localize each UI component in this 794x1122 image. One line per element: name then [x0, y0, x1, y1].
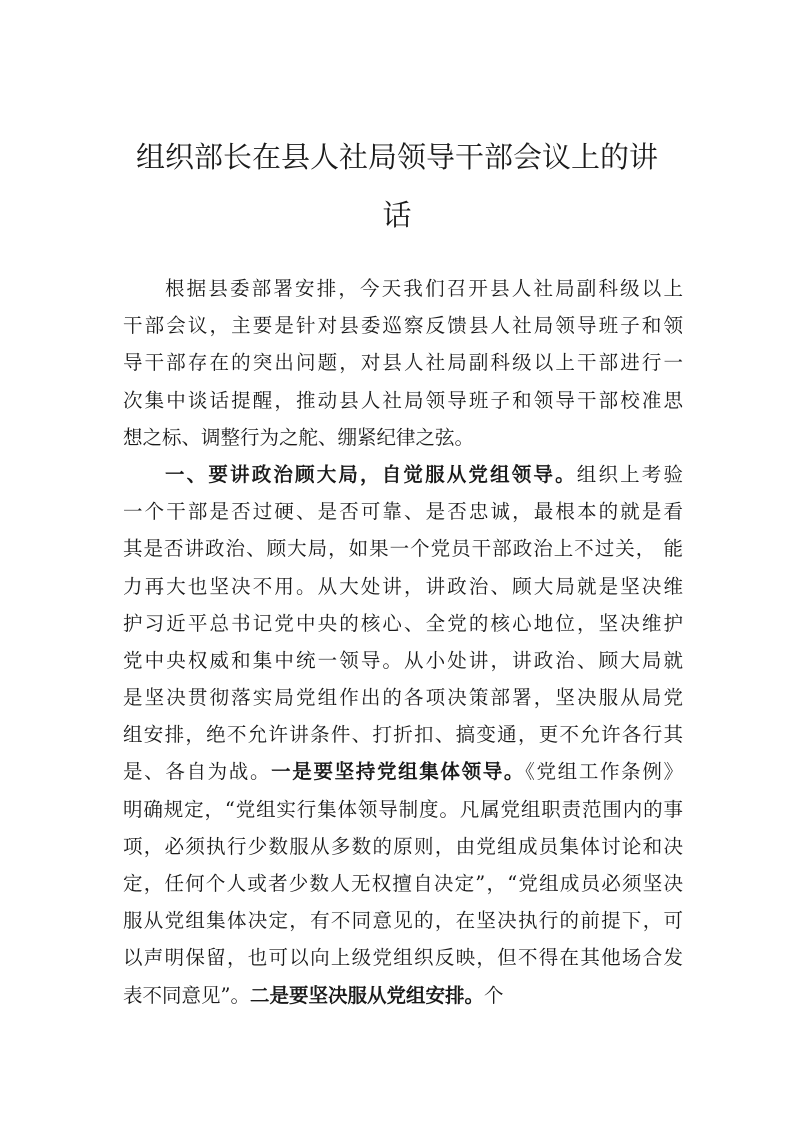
text-line: [123, 530, 683, 567]
text-line: [123, 568, 683, 605]
body-text: 根据县委部署安排，今天我们召开县人社局副科级以上: [165, 277, 683, 300]
text-line: [123, 939, 683, 976]
text-line: [123, 977, 683, 1014]
text-line: [123, 456, 683, 493]
bold-heading-text: 一是要坚持党组集体领导。: [271, 760, 526, 784]
body-text: 干部会议，主要是针对县委巡察反馈县人社局领导班子和领: [123, 314, 683, 338]
body-text: 导干部存在的突出问题，对县人社局副科级以上干部进行一: [123, 351, 683, 375]
body-text: 组织上考验: [576, 462, 683, 486]
text-line: [123, 493, 683, 530]
body-text: 是坚决贯彻落实局党组作出的各项决策部署，坚决服从局党: [123, 686, 683, 710]
text-line: [123, 382, 683, 419]
body-text: 定，任何个人或者少数人无权擅自决定”，“党组成员必须坚决: [123, 872, 683, 895]
title-line-2: 话: [382, 198, 412, 232]
body-text: 想之标、调整行为之舵、绷紧纪律之弦。: [123, 425, 475, 449]
text-line: [123, 791, 683, 828]
body-text: 项，必须执行少数服从多数的原则，由党组成员集体讨论和决: [123, 834, 683, 858]
text-line: [123, 716, 683, 753]
text-line: [123, 865, 683, 902]
body-text: 次集中谈话提醒，推动县人社局领导班子和领导干部校准思: [123, 388, 683, 412]
document-title: [100, 128, 694, 244]
bold-heading-text: 一、要讲政治顾大局，自觉服从党组领导。: [165, 462, 577, 486]
body-text: 护习近平总书记党中央的核心、全党的核心地位，坚决维护: [123, 611, 683, 635]
text-line: [123, 902, 683, 939]
body-text: 一个干部是否过硬、是否可靠、是否忠诚，最根本的就是看: [123, 500, 683, 524]
text-line: [123, 753, 683, 790]
paragraph: [123, 270, 683, 456]
title-line-1: 组织部长在县人社局领导干部会议上的讲: [135, 140, 658, 174]
body-text: 党中央权威和集中统一领导。从小处讲，讲政治、顾大局就: [123, 648, 683, 672]
text-line: [123, 344, 683, 381]
text-line: [123, 828, 683, 865]
body-text: 个: [484, 983, 504, 1007]
body-text: 是、各自为战。: [123, 760, 272, 784]
body-text: 以声明保留，也可以向上级党组织反映，但不得在其他场合发: [123, 946, 683, 970]
body-text: 《党组工作条例》: [525, 760, 683, 784]
text-line: [123, 642, 683, 679]
body-text: 服从党组集体决定，有不同意见的，在坚决执行的前提下，可: [123, 909, 683, 933]
text-line: [123, 419, 683, 456]
text-line: [123, 679, 683, 716]
body-text: 表不同意见”。: [123, 983, 250, 1007]
text-line: [123, 307, 683, 344]
body-text: 其是否讲政治、顾大局，如果一个党员干部政治上不过关， 能: [123, 537, 683, 561]
document-body: [123, 270, 683, 1014]
text-line: [123, 270, 683, 307]
text-line: [123, 605, 683, 642]
bold-heading-text: 二是要坚决服从党组安排。: [249, 983, 484, 1007]
body-text: 组安排，绝不允许讲条件、打折扣、搞变通，更不允许各行其: [123, 723, 683, 747]
paragraph: [123, 456, 683, 1014]
body-text: 力再大也坚决不用。从大处讲，讲政治、顾大局就是坚决维: [123, 574, 683, 598]
body-text: 明确规定，“党组实行集体领导制度。凡属党组职责范围内的事: [123, 797, 683, 821]
